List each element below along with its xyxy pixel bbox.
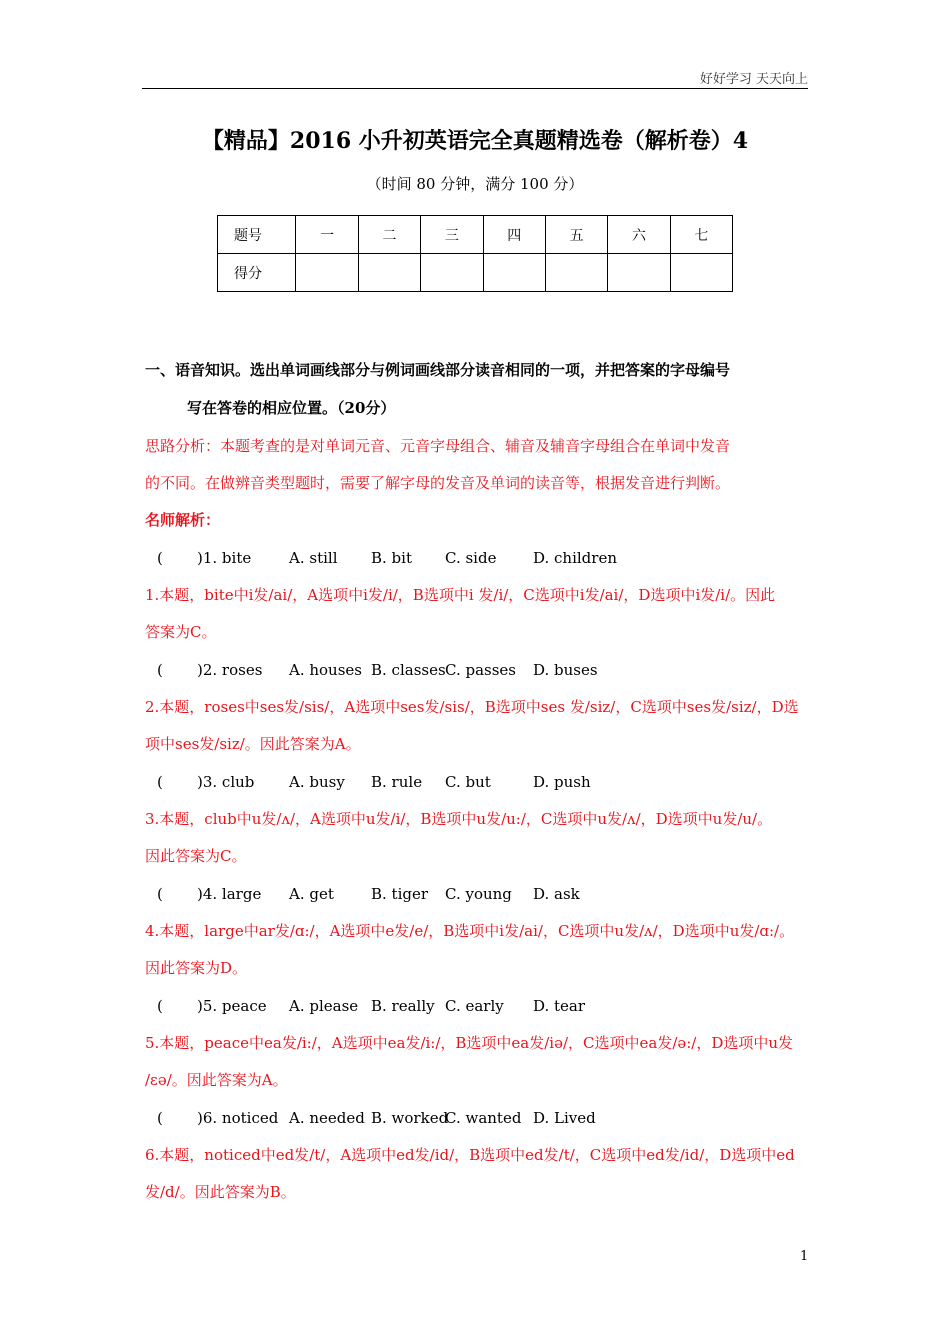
explanation-line-2: 项中ses发/siz/。因此答案为A。	[145, 735, 361, 753]
option-c: C. young	[445, 885, 512, 903]
question-paren: (	[157, 661, 163, 679]
explanation-line-2: /ɛə/。因此答案为A。	[145, 1071, 288, 1089]
score-table-col-3: 三	[421, 216, 483, 254]
header-rule	[142, 88, 808, 89]
score-table-col-2: 二	[358, 216, 420, 254]
option-b: B. bit	[371, 549, 412, 567]
option-a: A. please	[289, 997, 359, 1015]
option-b: B. worked	[371, 1109, 449, 1127]
question-row	[145, 772, 643, 792]
explanation-line-1: 5.本题，peace中ea发/i:/，A选项中ea发/i:/，B选项中ea发/iə/，C选项中ea发/ə:/，D选项中u发	[145, 1034, 794, 1052]
question-paren: (	[157, 885, 163, 903]
score-table-col-1: 一	[296, 216, 358, 254]
score-table-col-6: 六	[608, 216, 670, 254]
score-cell	[545, 254, 607, 292]
document-title: 【精品】2016 小升初英语完全真题精选卷（解析卷）4	[201, 128, 749, 154]
page-header: 好好学习 天天向上	[699, 72, 808, 87]
option-a: A. still	[289, 549, 338, 567]
question-paren: (	[157, 773, 163, 791]
score-cell	[483, 254, 545, 292]
option-d: D. push	[533, 773, 591, 791]
score-table-label-number: 题号	[218, 216, 296, 254]
explanation-line-2: 发/d/。因此答案为B。	[145, 1183, 296, 1201]
score-cell	[670, 254, 732, 292]
question-stem: )3. club	[197, 773, 255, 791]
document-subtitle: （时间 80 分钟，满分 100 分）	[366, 175, 584, 193]
question-stem: )4. large	[197, 885, 262, 903]
option-c: C. early	[445, 997, 504, 1015]
question-row	[145, 1108, 643, 1128]
question-stem: )5. peace	[197, 997, 267, 1015]
option-a: A. houses	[289, 661, 362, 679]
explanation-line-2: 因此答案为D。	[145, 959, 248, 977]
option-d: D. ask	[533, 885, 580, 903]
question-paren: (	[157, 1109, 163, 1127]
option-d: D. tear	[533, 997, 586, 1015]
score-table	[217, 215, 733, 292]
score-cell	[358, 254, 420, 292]
analysis-line-1: 思路分析：本题考查的是对单词元音、元音字母组合、辅音及辅音字母组合在单词中发音	[145, 437, 731, 455]
option-c: C. but	[445, 773, 491, 791]
option-d: D. buses	[533, 661, 598, 679]
score-table-score-row	[218, 254, 733, 292]
score-table-col-7: 七	[670, 216, 732, 254]
explanation-line-1: 3.本题，club中u发/ʌ/，A选项中u发/i/，B选项中u发/u:/，C选项中u发/ʌ/，D选项中u发/u/。	[145, 810, 773, 828]
section-heading: 一、语音知识。选出单词画线部分与例词画线部分读音相同的一项，并把答案的字母编号	[145, 361, 731, 379]
option-a: A. busy	[289, 773, 345, 791]
option-b: B. classes	[371, 661, 446, 679]
question-row	[145, 660, 643, 680]
question-row	[145, 996, 643, 1016]
option-d: D. children	[533, 549, 617, 567]
question-stem: )2. roses	[197, 661, 263, 679]
question-row	[145, 884, 643, 904]
score-table-label-score: 得分	[218, 254, 296, 292]
score-table-col-4: 四	[483, 216, 545, 254]
explanation-line-1: 1.本题，bite中i发/ai/，A选项中i发/i/，B选项中i 发/i/，C选项中i发/ai/，D选项中i发/i/。因此	[145, 586, 776, 604]
option-c: C. side	[445, 549, 497, 567]
score-cell	[608, 254, 670, 292]
score-cell	[421, 254, 483, 292]
explanation-line-1: 2.本题，roses中ses发/sis/，A选项中ses发/sis/，B选项中ses 发/siz/，C选项中ses发/siz/，D选	[145, 698, 799, 716]
explanation-line-1: 6.本题，noticed中ed发/t/，A选项中ed发/id/，B选项中ed发/t/，C选项中ed发/id/，D选项中ed	[145, 1146, 795, 1164]
option-b: B. rule	[371, 773, 423, 791]
question-stem: )6. noticed	[197, 1109, 279, 1127]
question-stem: )1. bite	[197, 549, 252, 567]
score-table-col-5: 五	[545, 216, 607, 254]
option-c: C. wanted	[445, 1109, 522, 1127]
option-c: C. passes	[445, 661, 516, 679]
question-paren: (	[157, 549, 163, 567]
analysis-line-2: 的不同。在做辨音类型题时，需要了解字母的发音及单词的读音等，根据发音进行判断。	[145, 474, 731, 492]
teacher-label: 名师解析：	[145, 511, 221, 529]
explanation-line-2: 答案为C。	[145, 623, 217, 641]
option-a: A. needed	[289, 1109, 365, 1127]
page-number: 1	[800, 1249, 809, 1264]
explanation-line-1: 4.本题，large中ar发/ɑ:/，A选项中e发/e/，B选项中i发/ai/，C选项中u发/ʌ/，D选项中u发/ɑ:/。	[145, 922, 795, 940]
option-b: B. really	[371, 997, 435, 1015]
question-paren: (	[157, 997, 163, 1015]
section-heading-cont: 写在答卷的相应位置。（20分）	[187, 399, 396, 417]
option-b: B. tiger	[371, 885, 429, 903]
option-a: A. get	[289, 885, 334, 903]
question-row	[145, 548, 643, 568]
explanation-line-2: 因此答案为C。	[145, 847, 247, 865]
score-cell	[296, 254, 358, 292]
score-table-header-row	[218, 216, 733, 254]
option-d: D. Lived	[533, 1109, 596, 1127]
